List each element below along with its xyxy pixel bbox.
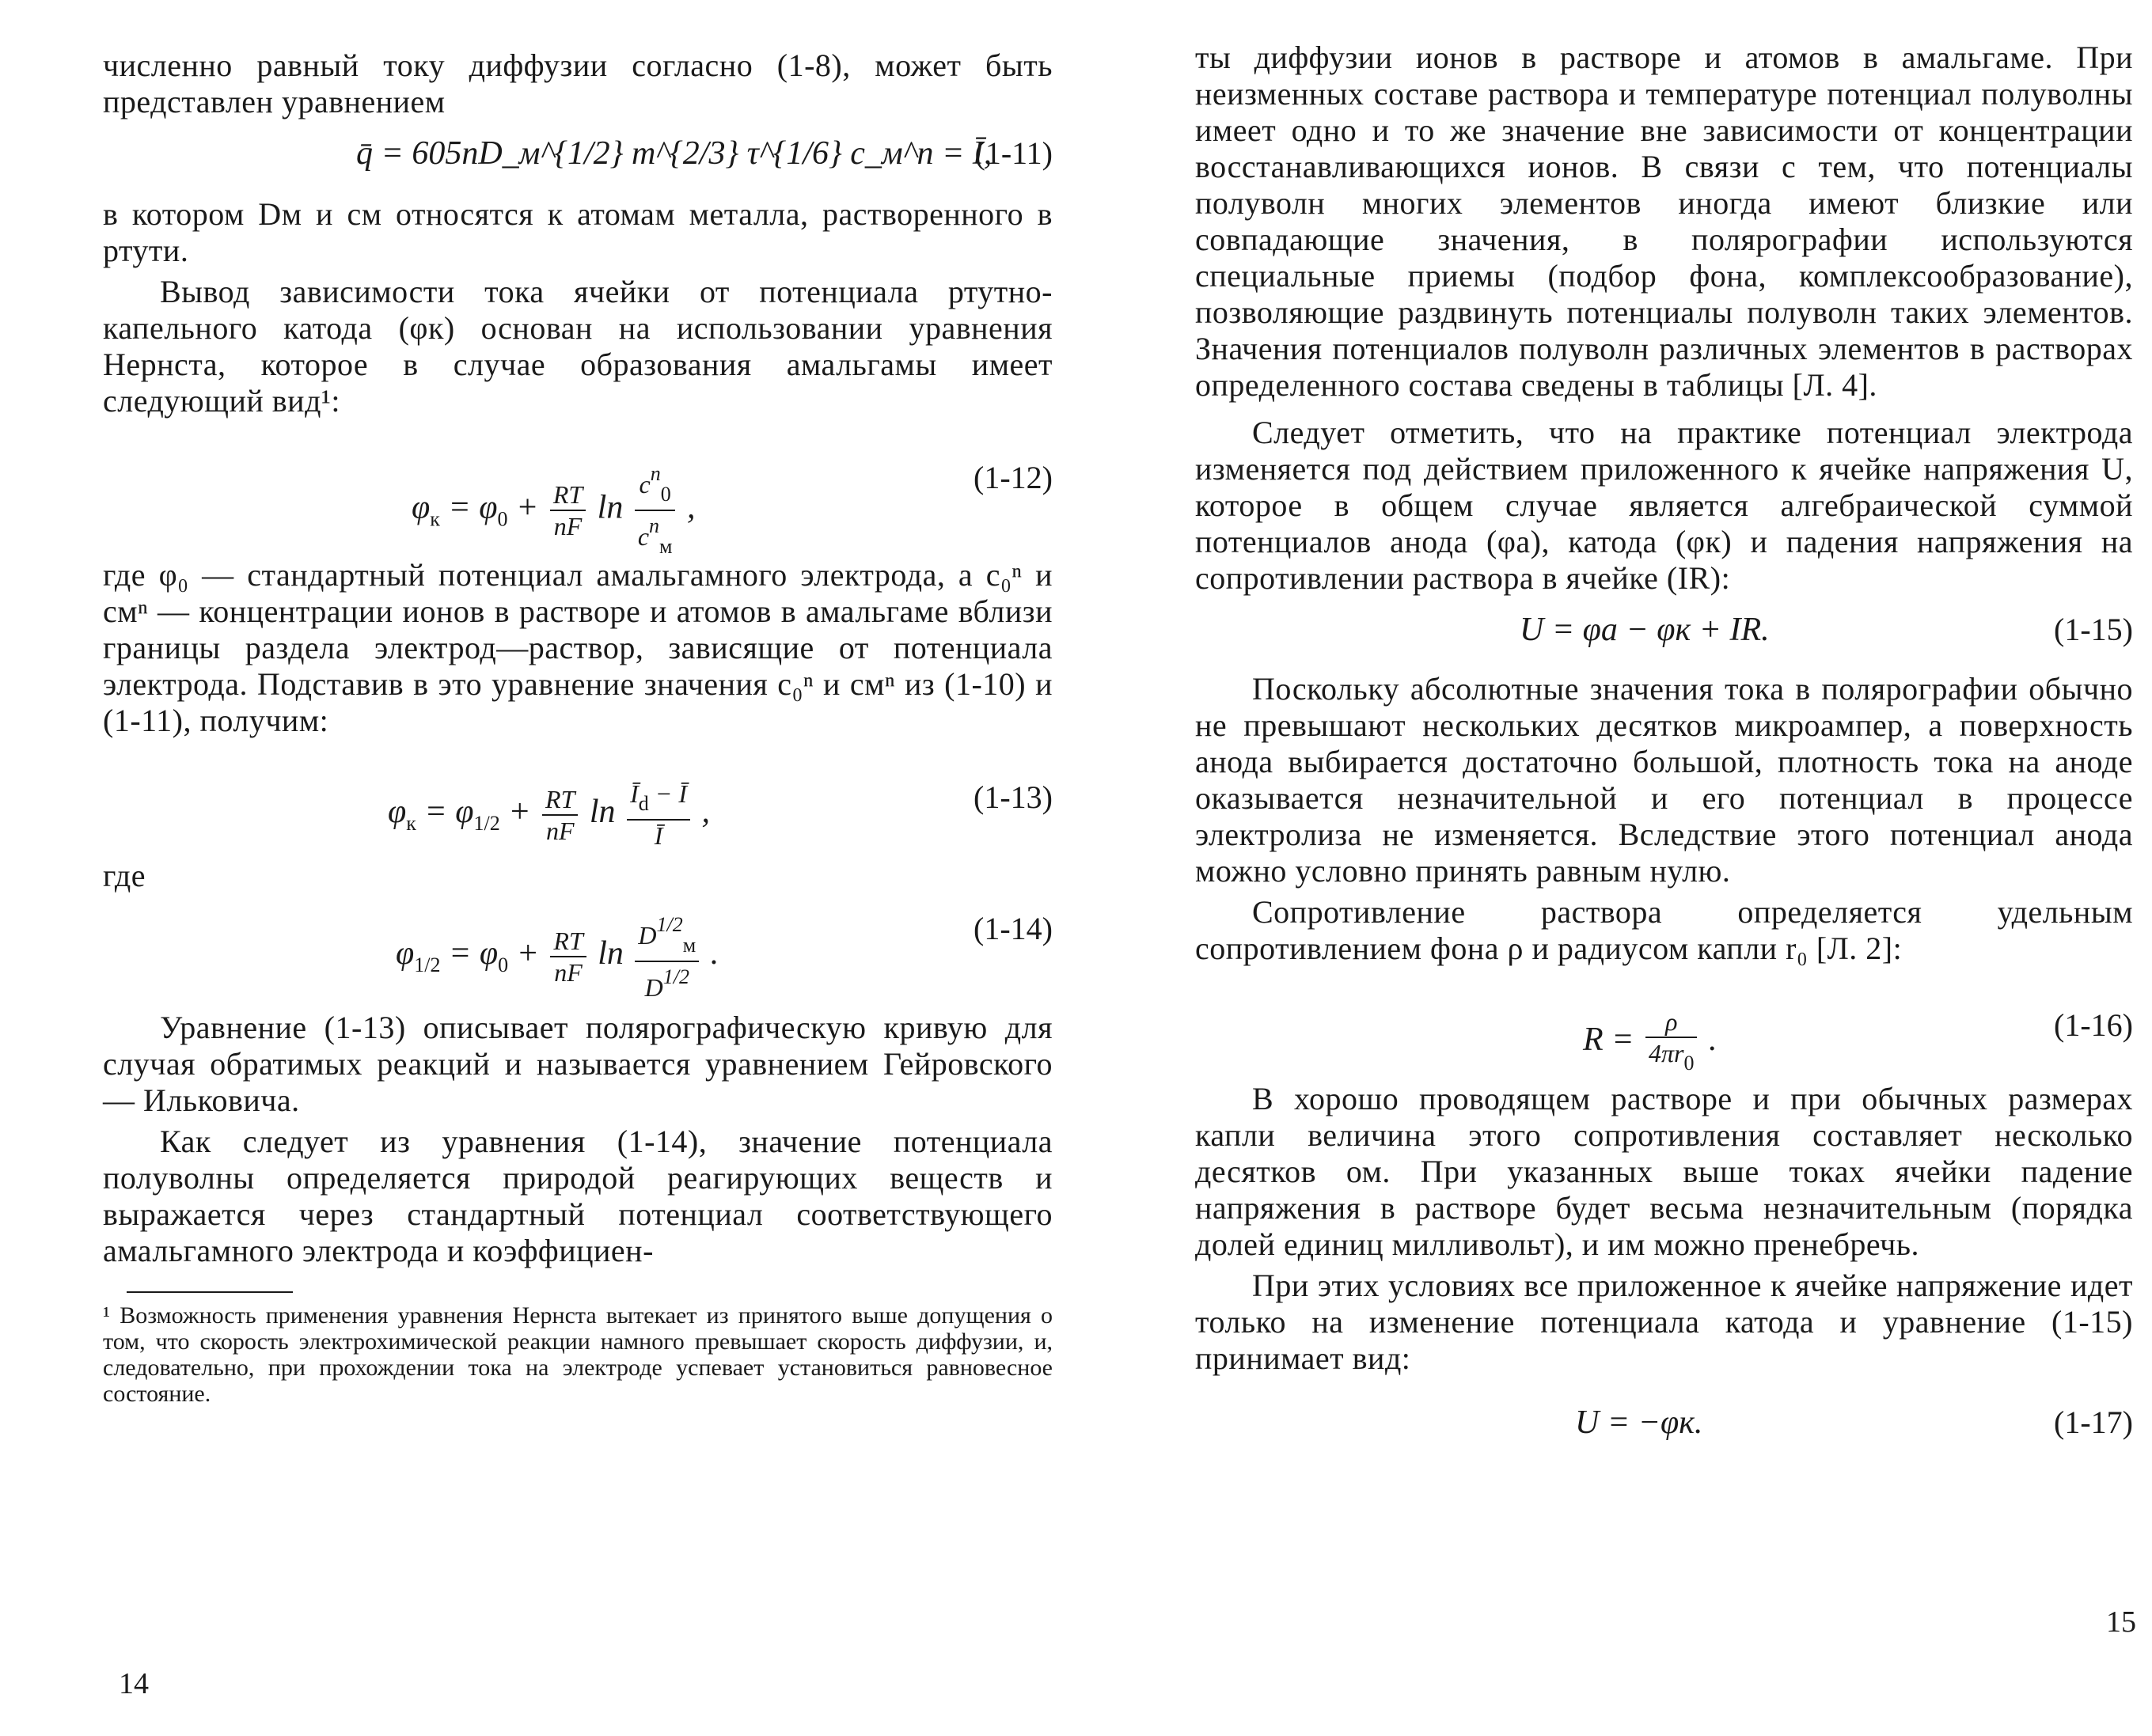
footnote: ¹ Возможность применения уравнения Нернста вытекает из принятого выше допущения о том, что скорость электрохимической реакции намного превышает скорость диффузии, и, следовательно, при прохождении тока на электроде успевает установиться равновесное состояние. (103, 1302, 1053, 1407)
page-number: 15 (2106, 1605, 2136, 1639)
paragraph: При этих условиях все приложенное к ячейке напряжение идет только на изменение потенциала катода и уравнение (1-15) принимает вид: (1195, 1268, 2133, 1376)
footnote-rule (127, 1291, 293, 1293)
equation-1-16 (1195, 967, 2133, 1075)
paragraph: ты диффузии ионов в растворе и атомов в амальгаме. При неизменных составе раствора и температуре потенциал полуволны имеет одно и то же значение вне зависимости от концентрации восстанавливающихся ионов. В связи с тем, что потенциалы полуволн многих элементов иногда имеют близкие или совпадающие значения, в полярографии используются специальные приемы (подбор фона, комплексообразование), позволяющие раздвинуть потенциалы полуволн таких элементов. Значения потенциалов полуволн различных элементов в растворах определенного состава сведены в таблицы [Л. 4]. (1195, 40, 2133, 403)
equation-body: U = φа − φк + IR. (1520, 612, 1770, 648)
equation-number: (1-16) (2054, 1007, 2133, 1043)
equation-body: U = −φк. (1575, 1404, 1703, 1441)
paragraph: Как следует из уравнения (1-14), значение потенциала полуволны определяется природой реагирующих веществ и выражается через стандартный потенциал соответствующего амальгамного электрода и коэффициен- (103, 1124, 1053, 1268)
equation-1-12 (103, 419, 1053, 558)
left-column (103, 47, 1053, 1407)
equation-1-11 (103, 120, 1053, 184)
equation-number: (1-15) (2054, 612, 2133, 647)
equation-number: (1-13) (974, 779, 1053, 815)
equation-body: $\varphi_к = \varphi_0$ + $\frac{RT}{nF}$ ln $\frac{c^n_0}{c^n_м}$ , (412, 459, 695, 562)
paragraph: Вывод зависимости тока ячейки от потенциала ртутно-капельного катода (φк) основан на использовании уравнения Нернста, которое в случае образования амальгамы имеет следующий вид¹: (103, 274, 1053, 419)
equation-body: q̄ = 605nD_м^{1/2} m^{2/3} τ^{1/6} c_м^n = Ī, (356, 135, 993, 172)
equation-1-13 (103, 739, 1053, 858)
equation-number: (1-14) (974, 911, 1053, 946)
paragraph: Сопротивление раствора определяется удельным сопротивлением фона ρ и радиусом капли r₀ [Л. 2]: (1195, 894, 2133, 966)
right-column (1195, 40, 2133, 1453)
where-label: где (103, 858, 146, 893)
paragraph: В хорошо проводящем растворе и при обычных размерах капли величина этого сопротивления составляет несколько десятков ом. При указанных выше токах ячейки падение напряжения в растворе будет весьма незначительным (порядка долей единиц милливольт), и им можно пренебречь. (1195, 1081, 2133, 1262)
paragraph: Поскольку абсолютные значения тока в полярографии обычно не превышают нескольких десятков микроампер, а поверхность анода выбирается достаточно большой, плотность тока на аноде оказывается незначительной и его потенциал в процессе электролиза не изменяется. Вследствие этого потенциал анода можно условно принять равным нулю. (1195, 671, 2133, 889)
equation-body: $\varphi_{1/2} = \varphi_0$ + $\frac{RT}{nF}$ ln $\frac{D^{1/2}_м}{D^{1/2}}$ . (396, 910, 719, 1003)
paragraph: где φ₀ — стандартный потенциал амальгамного электрода, а c₀ⁿ и cмⁿ — концентрации ионов в растворе и атомов в амальгаме вблизи границы раздела электрод—раствор, зависящие от потенциала электрода. Подставив в это уравнение значения c₀ⁿ и cмⁿ из (1-10) и (1-11), получим: (103, 557, 1053, 738)
equation-1-17 (1195, 1389, 2133, 1453)
paragraph: в котором Dм и cм относятся к атомам металла, растворенного в ртути. (103, 196, 1053, 268)
equation-number: (1-17) (2054, 1404, 2133, 1440)
equation-1-15 (1195, 597, 2133, 660)
equation-body: R = $\frac{\rho}{4\pi r_0}$ . (1583, 1007, 1717, 1075)
page-number: 14 (119, 1667, 149, 1700)
equation-body: $\varphi_к = \varphi_{1/2}$ + $\frac{RT}{nF}$ ln $\frac{Ī_d - Ī}{Ī}$ , (388, 779, 710, 850)
paragraph: Следует отметить, что на практике потенциал электрода изменяется под действием приложенного к ячейке напряжения U, которое в общем случае является алгебраической суммой потенциалов анода (φа), катода (φк) и падения напряжения на сопротивлении раствора в ячейке (IR): (1195, 415, 2133, 596)
equation-number: (1-11) (974, 135, 1053, 171)
equation-number: (1-12) (974, 460, 1053, 495)
equation-1-14 (103, 870, 1053, 1002)
paragraph: Уравнение (1-13) описывает полярографическую кривую для случая обратимых реакций и называется уравнением Гейровского — Ильковича. (103, 1010, 1053, 1118)
paragraph: численно равный току диффузии согласно (1-8), может быть представлен уравнением (103, 47, 1053, 119)
right-page (1076, 0, 2152, 1736)
